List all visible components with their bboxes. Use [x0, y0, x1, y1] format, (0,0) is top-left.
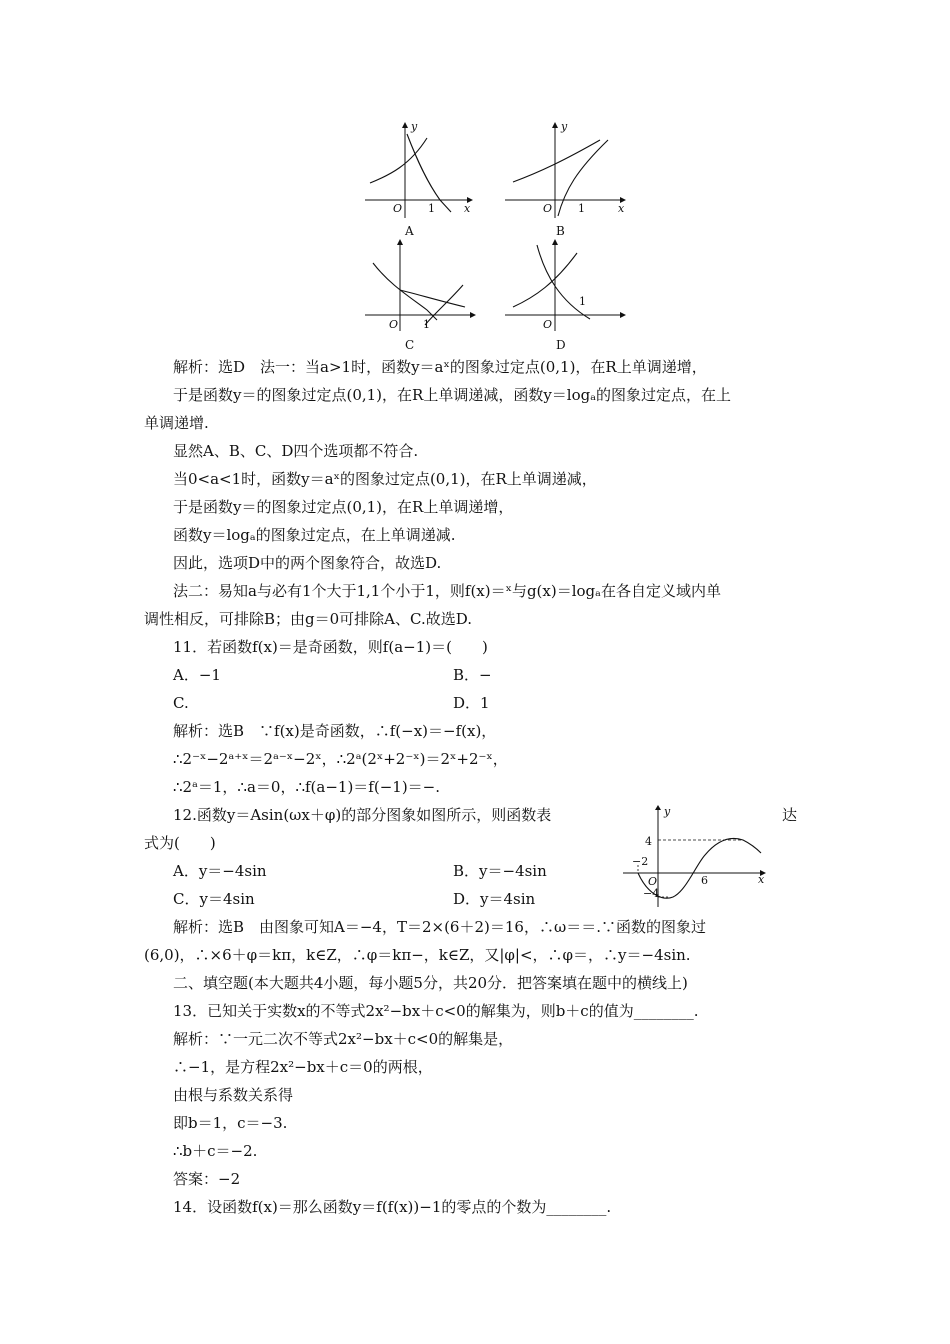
line-31: ∴−1，是方程2x²−bx＋c＝0的两根，	[173, 1058, 433, 1076]
y-tick-neg4: −4	[643, 887, 660, 900]
line-04: 显然A、B、C、D四个选项都不符合.	[173, 442, 419, 460]
line-06: 于是函数y＝的图象过定点(0,1)，在R上单调递增，	[173, 498, 514, 516]
graph-b	[505, 120, 630, 220]
y-tick-4: 4	[645, 835, 652, 848]
origin-label: O	[543, 318, 553, 331]
y-axis-label: y	[561, 120, 568, 133]
origin-label: O	[393, 202, 403, 215]
line-17: ∴2⁻ˣ−2ᵃ⁺ˣ＝2ᵃ⁻ˣ−2ˣ，∴2ᵃ(2ˣ+2⁻ˣ)＝2ˣ+2⁻ˣ，	[173, 750, 508, 768]
section-heading: 二、填空题(本大题共4小题，每小题5分，共20分．把答案填在题中的横线上)	[173, 974, 688, 992]
line-08: 因此，选项D中的两个图象符合，故选D.	[173, 554, 442, 572]
origin-label: O	[543, 202, 553, 215]
question-14: 14．设函数f(x)＝那么函数y＝f(f(x))−1的零点的个数为________.	[173, 1198, 612, 1216]
line-16: 解析：选B ∵f(x)是奇函数，∴f(−x)＝−f(x)，	[173, 722, 497, 740]
question-12-tail: 达	[782, 806, 798, 824]
q11-option-b: B．−	[453, 666, 492, 684]
graph-c	[365, 235, 480, 335]
line-07: 函数y＝logₐ的图象过定点，在上单调递减.	[173, 526, 456, 544]
line-01: 解析：选D 法一：当a>1时，函数y＝aˣ的图象过定点(0,1)，在R上单调递增，	[173, 358, 707, 376]
y-axis-label: y	[411, 120, 418, 133]
answer-13: 答案：−2	[173, 1170, 241, 1188]
tick-label: 1	[578, 202, 585, 215]
q12-option-d: D．y＝4sin	[453, 890, 536, 908]
question-11: 11．若函数f(x)＝是奇函数，则f(a−1)＝( )	[173, 638, 488, 656]
origin-label: O	[648, 875, 658, 888]
line-34: ∴b＋c＝−2.	[173, 1142, 258, 1160]
sine-graph	[618, 805, 768, 910]
line-32: 由根与系数关系得	[173, 1086, 294, 1104]
graph-d	[505, 235, 630, 335]
x-axis-label: x	[758, 873, 765, 886]
q12-option-b: B．y＝−4sin	[453, 862, 547, 880]
graph-b-caption: B	[556, 224, 565, 238]
line-03: 单调递增.	[144, 414, 209, 432]
q11-option-c: C.	[173, 694, 189, 712]
graph-a-caption: A	[405, 224, 414, 238]
q12-option-c: C．y＝4sin	[173, 890, 255, 908]
tick-label: 1	[423, 318, 430, 331]
tick-label: 1	[579, 295, 586, 308]
line-20: 式为( )	[144, 834, 216, 852]
line-09: 法二：易知a与必有1个大于1,1个小于1，则f(x)＝ˣ与g(x)＝logₐ在各自定义域内单	[173, 582, 721, 600]
line-02: 于是函数y＝的图象过定点(0,1)，在R上单调递减，函数y＝logₐ的图象过定点，在上	[173, 386, 732, 404]
line-27: (6,0)，∴×6＋φ＝kπ，k∈Z，∴φ＝kπ−，k∈Z，又|φ|<，∴φ＝，∴y＝−4sin.	[144, 946, 691, 964]
graph-d-caption: D	[556, 338, 566, 352]
q11-option-d: D．1	[453, 694, 490, 712]
tick-label: 1	[428, 202, 435, 215]
question-13: 13．已知关于实数x的不等式2x²−bx＋c<0的解集为，则b＋c的值为________.	[173, 1002, 699, 1020]
graph-a	[365, 120, 475, 220]
y-axis-label: y	[664, 805, 671, 818]
x-axis-label: x	[464, 202, 471, 215]
line-18: ∴2ᵃ＝1，∴a＝0，∴f(a−1)＝f(−1)＝−.	[173, 778, 441, 796]
graph-c-caption: C	[405, 338, 415, 352]
line-30: 解析：∵一元二次不等式2x²−bx＋c<0的解集是，	[173, 1030, 514, 1048]
line-05: 当0<a<1时，函数y＝aˣ的图象过定点(0,1)，在R上单调递减，	[173, 470, 597, 488]
line-33: 即b＝1，c＝−3.	[173, 1114, 288, 1132]
x-tick-6: 6	[701, 874, 708, 887]
question-12: 12.函数y＝Asin(ωx＋φ)的部分图象如图所示，则函数表	[173, 806, 552, 824]
line-10: 调性相反，可排除B；由g＝0可排除A、C.故选D.	[144, 610, 472, 628]
x-axis-label: x	[618, 202, 625, 215]
x-tick-neg2: −2	[632, 855, 649, 868]
origin-label: O	[389, 318, 399, 331]
q12-option-a: A．y＝−4sin	[173, 862, 267, 880]
q11-option-a: A．−1	[173, 666, 221, 684]
line-26: 解析：选B 由图象可知A＝−4，T＝2×(6＋2)＝16，∴ω＝＝.∵函数的图象过	[173, 918, 706, 936]
